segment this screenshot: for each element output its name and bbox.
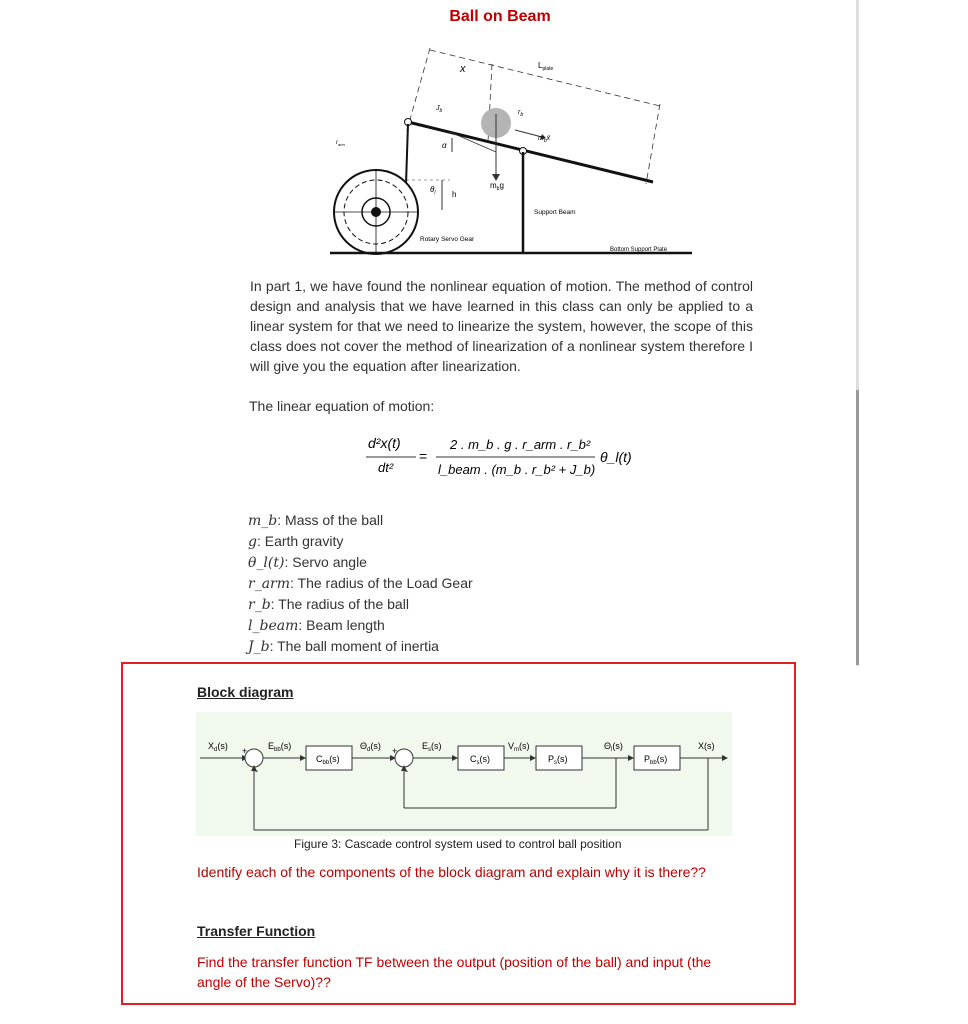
legend-item: m_b: Mass of the ball xyxy=(248,512,384,529)
svg-text:-: - xyxy=(405,766,408,776)
intro-paragraph: In part 1, we have found the nonlinear equation of motion. The method of control design and analysis that we have learned in this class can only be applied to a linear system for that we need to linearize the system, however, the scope of this class does not cover the method of linearization of a nonlinear system therefore I will give you the equation after linearization. xyxy=(250,278,753,374)
signal-thd: $\Theta_d(s)$ xyxy=(360,741,381,753)
signal-ebb: $E_{bb}(s)$ xyxy=(268,741,292,753)
variable-legend xyxy=(248,510,473,657)
label-mg: $m_bg$ xyxy=(490,181,504,192)
linear-equation xyxy=(360,430,660,484)
label-lplate: $L_{plate}$ xyxy=(538,61,554,72)
svg-text:-: - xyxy=(255,766,258,776)
svg-text:2 . m_b . g . r_arm . r_b²: 2 . m_b . g . r_arm . r_b² xyxy=(450,437,591,452)
svg-text:=: = xyxy=(419,448,428,464)
label-jb: $J_b$ xyxy=(436,105,443,114)
scrollbar-thumb[interactable] xyxy=(856,390,859,665)
question-2: Find the transfer function TF between the output (position of the ball) and input (the angle of the Servo)?? xyxy=(197,954,712,990)
figure-caption: Figure 3: Cascade control system used to control ball position xyxy=(294,837,622,851)
legend-item: r_b: The radius of the ball xyxy=(248,596,409,613)
block-pbb: $P_{bb}(s)$ xyxy=(644,754,668,766)
label-x: x xyxy=(460,63,466,75)
signal-x: X(s) xyxy=(698,741,715,751)
label-servo: Rotary Servo Gear xyxy=(420,236,475,243)
legend-item: l_beam: Beam length xyxy=(248,617,385,634)
signal-es: $E_s(s)$ xyxy=(422,741,442,753)
block-cs: $C_s(s)$ xyxy=(470,754,490,766)
label-mx: $m_bẍ$ xyxy=(538,135,551,144)
label-theta: $\theta_l$ xyxy=(430,185,436,196)
transfer-function-heading: Transfer Function xyxy=(197,923,316,939)
block-diagram-heading: Block diagram xyxy=(197,684,294,700)
linear-equation-title: The linear equation of motion: xyxy=(249,398,435,414)
label-rb: $r_b$ xyxy=(518,109,524,118)
question-1: Identify each of the components of the block diagram and explain why it is there?? xyxy=(197,864,706,880)
legend-item: θ_l(t): Servo angle xyxy=(248,554,367,571)
label-h: h xyxy=(452,190,457,199)
svg-text:θ_l(t): θ_l(t) xyxy=(600,449,632,465)
label-rarm: $r_{arm}$ xyxy=(336,140,345,147)
svg-text:+: + xyxy=(242,746,248,756)
ball-on-beam-figure xyxy=(320,34,700,260)
label-bottom-plate: Bottom Support Plate xyxy=(610,247,668,253)
svg-text:dt²: dt² xyxy=(378,460,394,475)
svg-text:d²x(t): d²x(t) xyxy=(368,435,401,451)
block-diagram xyxy=(196,712,732,836)
label-alpha: α xyxy=(442,141,447,150)
block-ps: $P_s(s)$ xyxy=(548,754,568,766)
legend-item: J_b: The ball moment of inertia xyxy=(248,638,439,655)
svg-text:l_beam . (m_b . r_b² + J_b): l_beam . (m_b . r_b² + J_b) xyxy=(438,462,596,477)
page-title: Ball on Beam xyxy=(449,8,551,25)
signal-thl: $\Theta_l(s)$ xyxy=(604,741,623,753)
svg-text:+: + xyxy=(392,746,398,756)
signal-xd: $X_d(s)$ xyxy=(208,741,228,753)
block-cbb: $C_{bb}(s)$ xyxy=(316,754,340,766)
legend-item: g: Earth gravity xyxy=(248,533,344,550)
signal-vm: $V_m(s)$ xyxy=(508,741,530,753)
legend-item: r_arm: The radius of the Load Gear xyxy=(248,575,473,592)
label-support-beam: Support Beam xyxy=(534,209,576,216)
